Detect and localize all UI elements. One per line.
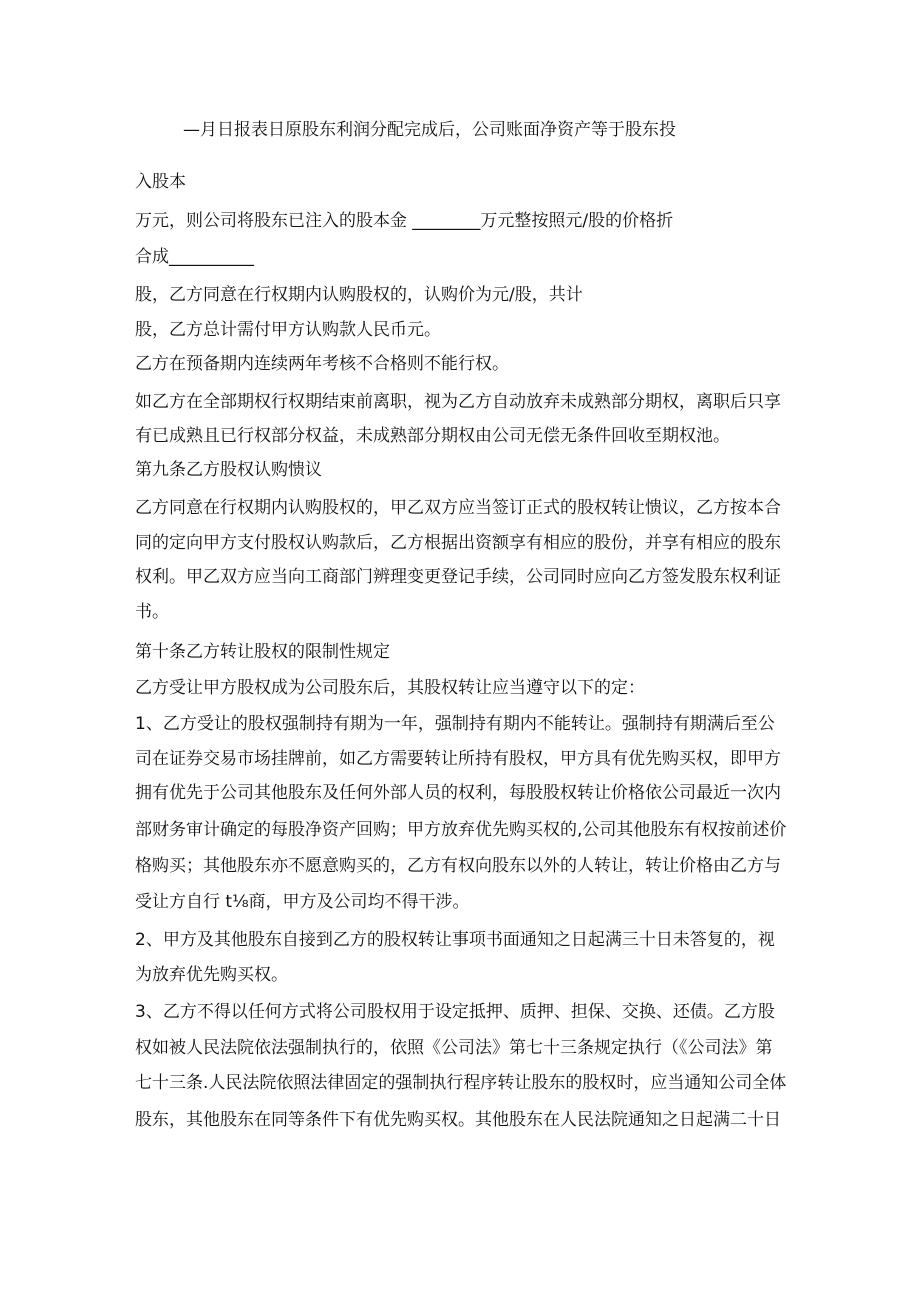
paragraph-line: 权如被人民法院依法强制执行的，依照《公司法》第七十三条规定执行（《公司法》第: [135, 1038, 773, 1058]
paragraph-line: 书。: [135, 602, 169, 622]
paragraph-line: 2、甲方及其他股东自接到乙方的股权转让事项书面通知之日起满三十日未答复的，视: [135, 930, 775, 950]
paragraph-line: 七十三条.人民法院依照法律固定的强制执行程序转让股东的股权时，应当通知公司全体: [135, 1073, 787, 1093]
paragraph-line: 拥有优先于公司其他股东及任何外部人员的权利，每股股权转让价格依公司最近一次内: [135, 783, 781, 803]
paragraph-line: 入股本: [135, 172, 186, 192]
section-heading: 第十条乙方转让股权的限制性规定: [135, 642, 390, 662]
paragraph-line: —月日报表日原股东利润分配完成后，公司账面净资产等于股东投: [183, 120, 676, 140]
paragraph-line: 乙方同意在行权期内认购股权的，甲乙双方应当签订正式的股权转让愦议，乙方按本合: [135, 498, 781, 518]
paragraph-line: 股，乙方同意在行权期内认购股权的，认购价为元/股，共计: [135, 285, 583, 305]
paragraph-line: 股，乙方总计需付甲方认购款人民币元。: [135, 320, 441, 340]
paragraph-line: 权利。甲乙双方应当向工商部门辨理变更登记手续，公司同时应向乙方签发股东权利证: [135, 567, 781, 587]
paragraph-line: 部财务审计确定的每股净资产回购；甲方放弃优先购买权的,公司其他股东有权按前述价: [135, 820, 787, 840]
paragraph-line: 1、乙方受让的股权强制持有期为一年，强制持有期内不能转让。强制持有期满后至公: [135, 714, 775, 734]
paragraph-line: 如乙方在全部期权行权期结束前离职，视为乙方自动放弃未成熟部分期权，离职后只享: [135, 392, 781, 412]
paragraph-line: 乙方受让甲方股权成为公司股东后，其股权转让应当遵守以下的定：: [135, 678, 645, 698]
paragraph-line: 3、乙方不得以任何方式将公司股权用于设定抵押、质押、担保、交换、还债。乙方股: [135, 1002, 775, 1022]
paragraph-line: 格购买；其他股东亦不愿意购买的，乙方有权向股东以外的人转让，转让价格由乙方与: [135, 856, 781, 876]
paragraph-line: 受让方自行 t⅛商，甲方及公司均不得干涉。: [135, 892, 470, 912]
paragraph-line: 万元，则公司将股东已注入的股本金 ________万元整按照元/股的价格折: [135, 211, 674, 231]
section-heading: 第九条乙方股权认购愦议: [135, 460, 322, 480]
paragraph-line: 合成__________: [135, 247, 254, 267]
paragraph-line: 有已成熟且已行权部分权益，未成熟部分期权由公司无偿无条件回收至期权池。: [135, 426, 730, 446]
paragraph-line: 为放弃优先购买权。: [135, 965, 288, 985]
paragraph-line: 乙方在预备期内连续两年考核不合格则不能行权。: [135, 354, 509, 374]
paragraph-line: 司在证券交易市场挂牌前，如乙方需要转让所持有股权，甲方具有优先购买权，即甲方: [135, 749, 781, 769]
paragraph-line: 股东，其他股东在同等条件下有优先购买权。其他股东在人民法院通知之日起满二十日: [135, 1110, 781, 1130]
paragraph-line: 同的定向甲方支付股权认购款后，乙方根据出资额享有相应的股份，并享有相应的股东: [135, 533, 781, 553]
